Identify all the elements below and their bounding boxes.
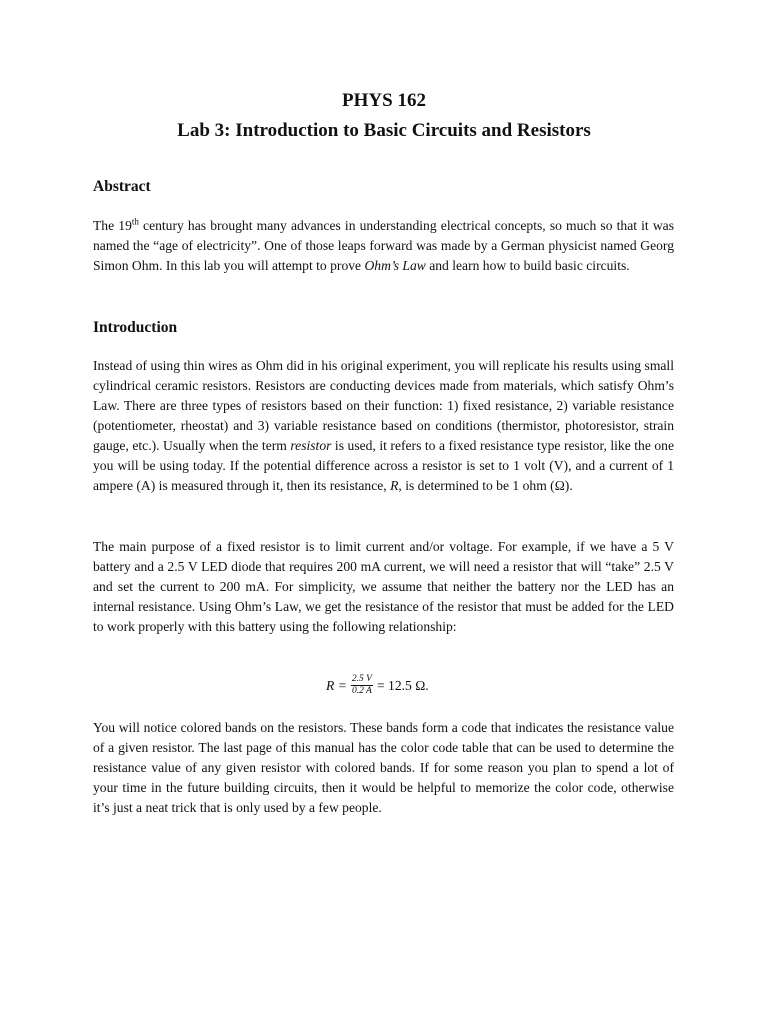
fraction-denominator: 0.2 A [351, 686, 372, 696]
resistor-term: resistor [290, 438, 332, 453]
equation-rhs: = 12.5 Ω. [376, 677, 429, 693]
fraction-numerator: 2.5 V [351, 674, 372, 684]
course-code: PHYS 162 [342, 90, 426, 111]
resistance-symbol: R [390, 478, 399, 493]
intro-p1-text-1: Instead of using thin wires as Ohm did in his original experiment, you will replicate his results using small cylindrical ceramic resistors. Resistors are conducting devices made from materials, which satisfy Ohm’s Law. There are three types of resistors based on their function: 1) fixed resistance, 2) variable resistance (potentiometer, rheostat) and 3) variable resistance based on conditions (thermistor, photoresistor, strain gauge, etc.). Usually when the term [93, 358, 674, 453]
resistance-equation [326, 674, 429, 697]
equation-lhs: R = [326, 677, 347, 693]
abstract-paragraph [93, 216, 674, 276]
lab-title: Lab 3: Introduction to Basic Circuits and Resistors [177, 120, 591, 141]
abstract-text-3: and learn how to build basic circuits. [425, 258, 630, 273]
ohms-law-term: Ohm’s Law [364, 258, 426, 273]
intro-p1-text-3: , is determined to be 1 ohm (Ω). [398, 478, 573, 493]
abstract-text-1: The 19 [93, 218, 132, 233]
abstract-text-2: century has brought many advances in understanding electrical concepts, so much so that it was named the “age of electricity”. One of those leaps forward was made by a German physicist named Georg Simon Ohm. In this lab you will attempt to prove [93, 218, 674, 273]
abstract-heading: Abstract [93, 178, 151, 195]
intro-paragraph-2: The main purpose of a fixed resistor is to limit current and/or voltage. For example, if we have a 5 V battery and a 2.5 V LED diode that requires 200 mA current, we will need a resistor that will “take” 2.5 V and set the current to 200 mA. For simplicity, we assume that neither the battery nor the LED has an internal resistance. Using Ohm’s Law, we get the resistance of the resistor that must be added for the LED to work properly with this battery using the following relationship: [93, 539, 674, 634]
intro-p1-text-2: is used, it refers to a fixed resistance type resistor, like the one you will be using today. If the potential difference across a resistor is set to 1 volt (V), and a current of 1 ampere (A) is measured through it, then its resistance, [93, 438, 675, 493]
ordinal-superscript: th [131, 216, 139, 227]
intro-paragraph-3: You will notice colored bands on the resistors. These bands form a code that indicates the resistance value of a given resistor. The last page of this manual has the color code table that can be used to determine the resistance value of any given resistor with colored bands. If for some reason you plan to spend a lot of your time in the future building circuits, then it would be helpful to memorize the color code, otherwise it’s just a neat trick that is only used by a few people. [93, 720, 674, 815]
intro-paragraph-1 [93, 356, 674, 496]
introduction-heading: Introduction [93, 319, 178, 336]
equation-fraction [351, 674, 373, 697]
